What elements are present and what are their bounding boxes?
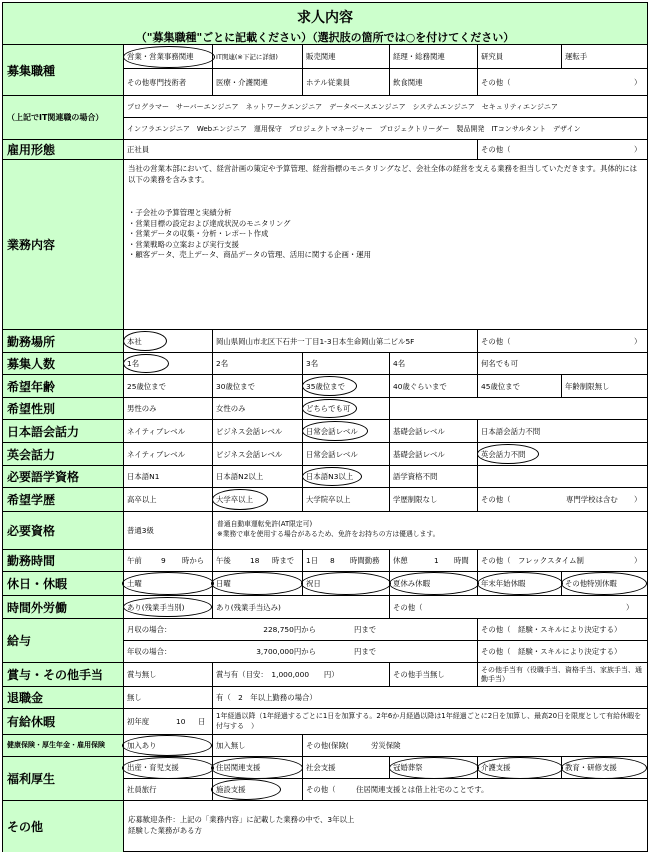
salary-monthly-value[interactable]: 228,750円から [204, 619, 324, 641]
label-location: 勤務場所 [3, 330, 124, 352]
age-30[interactable]: 30歳位まで [213, 375, 303, 397]
welfare-social[interactable]: 社会支援 [303, 757, 390, 779]
location-address: 岡山県岡山市北区下石井一丁目1-3日本生命岡山第二ビル5F [213, 330, 478, 352]
label-retirement: 退職金 [3, 687, 124, 708]
hours-until: 時まで [269, 550, 303, 571]
salary-monthly-label: 月収の場合： [124, 619, 204, 641]
gender-any[interactable]: どちらでも可 [303, 398, 390, 419]
label-job-type: 募集職種 [3, 45, 124, 95]
edu-university[interactable]: 大学卒以上 [213, 488, 303, 511]
row-headcount [3, 352, 647, 374]
row-job-type [3, 44, 647, 95]
row-it-jobs [3, 95, 647, 139]
title-sub: （"募集職種"ごとに記載ください）（選択肢の箇所では○を付けてください） [135, 31, 515, 44]
row-hours [3, 549, 647, 571]
job-sales[interactable]: 営業・営業事務関連 [124, 45, 213, 69]
insurance-other[interactable]: その他(保険( [306, 741, 349, 750]
row-qualification [3, 511, 647, 549]
edu-none[interactable]: 学歴制限なし [390, 488, 478, 511]
paid-leave-first: 初年度 [127, 717, 150, 726]
headcount-3[interactable]: 3名 [303, 353, 390, 374]
row-location [3, 329, 647, 352]
row-employment [3, 139, 647, 159]
hours-day: 1日 [306, 556, 319, 565]
edu-graduate[interactable]: 大学院卒以上 [303, 488, 390, 511]
label-bonus: 賞与・その他手当 [3, 663, 124, 686]
age-45[interactable]: 45歳位まで [478, 375, 562, 397]
english-daily[interactable]: 日常会話レベル [303, 443, 390, 465]
row-insurance [3, 734, 647, 756]
row-lang-cert [3, 465, 647, 487]
duties-item: ・営業目標の設定および達成状況のモニタリング [128, 218, 291, 228]
job-researcher[interactable]: 研究員 [478, 45, 562, 69]
welfare-other-value: 住居関連支援とは借上社宅のことです。 [356, 785, 489, 794]
headcount-2[interactable]: 2名 [213, 353, 303, 374]
bonus-no-allowance[interactable]: その他手当無し [390, 663, 478, 686]
english-native[interactable]: ネイティブレベル [124, 443, 213, 465]
qual-license: 普通3級 [124, 512, 213, 549]
japanese-daily[interactable]: 日常会話レベル [303, 420, 390, 442]
row-education [3, 487, 647, 511]
headcount-any[interactable]: 何名でも可 [481, 359, 518, 368]
headcount-1[interactable]: 1名 [124, 353, 213, 374]
overtime-included[interactable]: あり(残業手当込み) [213, 596, 390, 618]
duties-intro: 当社の営業本部において、経営計画の策定や予算管理、経営指標のモニタリングなど、会社全体の経営を支える業務を担当していただきます。具体的には以下の業務を含みます。 [128, 164, 638, 184]
duties-list [128, 208, 643, 261]
hours-num[interactable]: 8 [330, 556, 335, 565]
other-text: 応募歓迎条件：上記の「業務内容」に記載した業務の中で、3年以上 経験した業務がある方 [128, 815, 355, 835]
holiday-national[interactable]: 祝日 [303, 572, 390, 595]
japanese-native[interactable]: ネイティブレベル [124, 420, 213, 442]
age-35[interactable]: 35歳位まで [303, 375, 390, 397]
hours-am: 午前 [127, 556, 142, 565]
welfare-education[interactable]: 教育・研修支援 [562, 757, 647, 779]
job-hotel[interactable]: ホテル従業員 [303, 69, 390, 95]
hours-start[interactable]: 9 [161, 556, 166, 565]
label-employment: 雇用形態 [3, 140, 124, 159]
row-english [3, 442, 647, 465]
qual-car-note: ※業務で車を使用する場合があるため、免許をお持ちの方は優遇します。 [217, 530, 440, 538]
japanese-basic[interactable]: 基礎会話レベル [390, 420, 478, 442]
hours-label: 時間勤務 [347, 550, 390, 571]
hours-break-unit: 時間 [451, 550, 478, 571]
label-it-note: （上記でIT関連職の場合） [3, 96, 124, 139]
label-english: 英会話力 [3, 443, 124, 465]
row-holidays [3, 571, 647, 595]
welfare-childcare[interactable]: 出産・育児支援 [124, 757, 213, 779]
row-age [3, 374, 647, 397]
headcount-4[interactable]: 4名 [390, 353, 478, 374]
cert-none[interactable]: 語学資格不問 [390, 466, 478, 487]
row-welfare [3, 756, 647, 800]
label-education: 希望学歴 [3, 488, 124, 511]
salary-annual-other[interactable]: その他（ 経験・スキルにより決定する） [481, 647, 622, 656]
hours-pm: 午後 [216, 556, 231, 565]
salary-monthly-other[interactable]: その他（ 経験・スキルにより決定する） [478, 619, 647, 641]
row-overtime [3, 595, 647, 618]
job-accounting[interactable]: 経理・総務関連 [390, 45, 478, 69]
salary-monthly-until[interactable]: 円まで [324, 619, 478, 641]
label-gender: 希望性別 [3, 398, 124, 419]
age-none[interactable]: 年齢制限無し [565, 381, 610, 391]
bonus-none[interactable]: 賞与無し [124, 663, 213, 686]
row-bonus [3, 662, 647, 686]
hours-from: 時から [179, 550, 213, 571]
row-other [3, 800, 647, 852]
label-salary: 給与 [3, 619, 124, 662]
job-retail[interactable]: 販売関連 [303, 45, 390, 69]
bonus-allowance[interactable]: その他手当有（役職手当、資格手当、家族手当、通勤手当） [481, 665, 642, 683]
welfare-housing[interactable]: 住居関連支援 [213, 757, 303, 779]
it-job-list-2: インフラエンジニア Webエンジニア 運用保守 プロジェクトマネージャー プロジェクトリーダー 製品開発 ITコンサルタント デザイン [127, 124, 581, 133]
job-driver[interactable]: 運転手 [562, 45, 647, 69]
bonus-amount[interactable]: 賞与有（目安： 1,000,000 円） [213, 663, 390, 686]
paid-leave-unit: 日 [195, 709, 213, 734]
label-age: 希望年齢 [3, 375, 124, 397]
cert-n3[interactable]: 日本語N3以上 [303, 466, 390, 487]
location-other-close: ） [634, 336, 642, 346]
welfare-ceremony[interactable]: 冠婚葬祭 [390, 757, 478, 779]
overtime-other-close: ） [626, 602, 634, 612]
english-basic[interactable]: 基礎会話レベル [390, 443, 478, 465]
paid-leave-desc: 1年経過以降（1年経過するごとに1日を加算する。2年6か月経過以降は1年経過ごとに2日を加算し、最高20日を限度として有給休暇を付与する ） [216, 712, 642, 730]
label-holidays: 休日・休暇 [3, 572, 124, 595]
location-head-office[interactable]: 本社 [124, 330, 213, 352]
paid-leave-days[interactable]: 10 [176, 717, 186, 726]
overtime-other[interactable]: その他（ [393, 602, 423, 612]
retirement-yes[interactable]: 有（ 2 年以上勤務の場合） [216, 693, 317, 702]
salary-annual-label: 年収の場合： [127, 647, 172, 656]
label-overtime: 時間外労働 [3, 596, 124, 618]
hours-break-num[interactable]: 1 [434, 556, 439, 565]
employment-other-close: ） [634, 145, 642, 154]
title-main: 求人内容 [297, 10, 353, 26]
sheet-title [3, 3, 647, 44]
label-japanese: 日本語会話力 [3, 420, 124, 442]
label-paid-leave: 有給休暇 [3, 709, 124, 734]
employment-value[interactable]: 正社員 [124, 140, 478, 159]
edu-other[interactable]: その他（ [481, 495, 511, 504]
japanese-business[interactable]: ビジネス会話レベル [213, 420, 303, 442]
holiday-summer[interactable]: 夏休み休暇 [390, 572, 478, 595]
label-lang-cert: 必要語学資格 [3, 466, 124, 487]
retirement-none[interactable]: 無し [124, 687, 213, 708]
insurance-yes[interactable]: 加入あり [124, 735, 213, 756]
salary-annual-value[interactable]: 3,700,000円から [256, 647, 316, 656]
label-qualification: 必要資格 [3, 512, 124, 549]
welfare-other[interactable]: その他（ [306, 785, 336, 794]
it-job-list-1: プログラマー サーバーエンジニア ネットワークエンジニア データベースエンジニア システムエンジニア セキュリティエンジニア [124, 96, 647, 118]
welfare-care[interactable]: 介護支援 [478, 757, 562, 779]
row-duties [3, 159, 647, 329]
age-40[interactable]: 40歳ぐらいまで [390, 375, 478, 397]
label-other: その他 [3, 801, 124, 852]
gender-male[interactable]: 男性のみ [124, 398, 213, 419]
employment-other[interactable]: その他（ [481, 145, 511, 154]
edu-other-value: 専門学校は含む [566, 495, 618, 504]
row-salary [3, 618, 647, 662]
label-insurance: 健康保険・厚生年金・雇用保険 [3, 735, 124, 756]
label-duties: 業務内容 [3, 160, 124, 329]
insurance-no[interactable]: 加入無し [213, 735, 303, 756]
job-other-close: ） [634, 77, 642, 87]
job-food[interactable]: 飲食関連 [390, 69, 478, 95]
insurance-other-value: 労災保険 [371, 741, 401, 750]
hours-other-close: ） [634, 556, 642, 565]
salary-annual-until[interactable]: 円まで [324, 641, 478, 662]
duties-item: ・営業戦略の立案および実行支援 [128, 239, 239, 249]
label-hours: 勤務時間 [3, 550, 124, 571]
english-any[interactable]: 英会話力不問 [481, 449, 526, 459]
overtime-paid[interactable]: あり(残業手当別) [124, 596, 213, 618]
hours-break: 休憩 [393, 556, 408, 565]
hours-end[interactable]: 18 [250, 556, 260, 565]
holiday-saturday[interactable]: 土曜 [124, 572, 213, 595]
label-welfare: 福利厚生 [3, 757, 124, 800]
edu-other-close: ） [634, 495, 642, 504]
hours-other[interactable]: その他（ フレックスタイム制 [481, 556, 584, 565]
job-it[interactable]: IT関連(※下記に詳細) [213, 45, 303, 69]
row-gender [3, 397, 647, 419]
age-25[interactable]: 25歳位まで [124, 375, 213, 397]
japanese-any[interactable]: 日本語会話力不問 [481, 426, 541, 436]
holiday-special[interactable]: その他特別休暇 [565, 579, 617, 588]
row-retirement [3, 686, 647, 708]
holiday-new-year[interactable]: 年末年始休暇 [478, 572, 562, 595]
label-headcount: 募集人数 [3, 353, 124, 374]
duties-item: ・顧客データ、売上データ、商品データの管理、活用に関する企画・運用 [128, 250, 372, 259]
row-paid-leave [3, 708, 647, 734]
cert-n2[interactable]: 日本語N2以上 [213, 466, 303, 487]
location-other[interactable]: その他（ [481, 336, 511, 346]
job-other[interactable]: その他（ [481, 77, 511, 87]
job-medical[interactable]: 医療・介護関連 [213, 69, 303, 95]
welfare-facility[interactable]: 施設支援 [213, 779, 303, 800]
gender-female[interactable]: 女性のみ [213, 398, 303, 419]
cert-n1[interactable]: 日本語N1 [124, 466, 213, 487]
welfare-trip[interactable]: 社員旅行 [124, 779, 213, 800]
job-specialist[interactable]: その他専門技術者 [124, 69, 213, 95]
english-business[interactable]: ビジネス会話レベル [213, 443, 303, 465]
row-japanese [3, 419, 647, 442]
duties-item: ・営業データの収集・分析・レポート作成 [128, 229, 269, 238]
duties-item: ・子会社の予算管理と実績分析 [128, 208, 232, 217]
holiday-sunday[interactable]: 日曜 [213, 572, 303, 595]
edu-highschool[interactable]: 高卒以上 [124, 488, 213, 511]
job-description-sheet [2, 2, 648, 852]
qual-car: 普通自動車運転免許(AT限定可) [217, 520, 313, 528]
